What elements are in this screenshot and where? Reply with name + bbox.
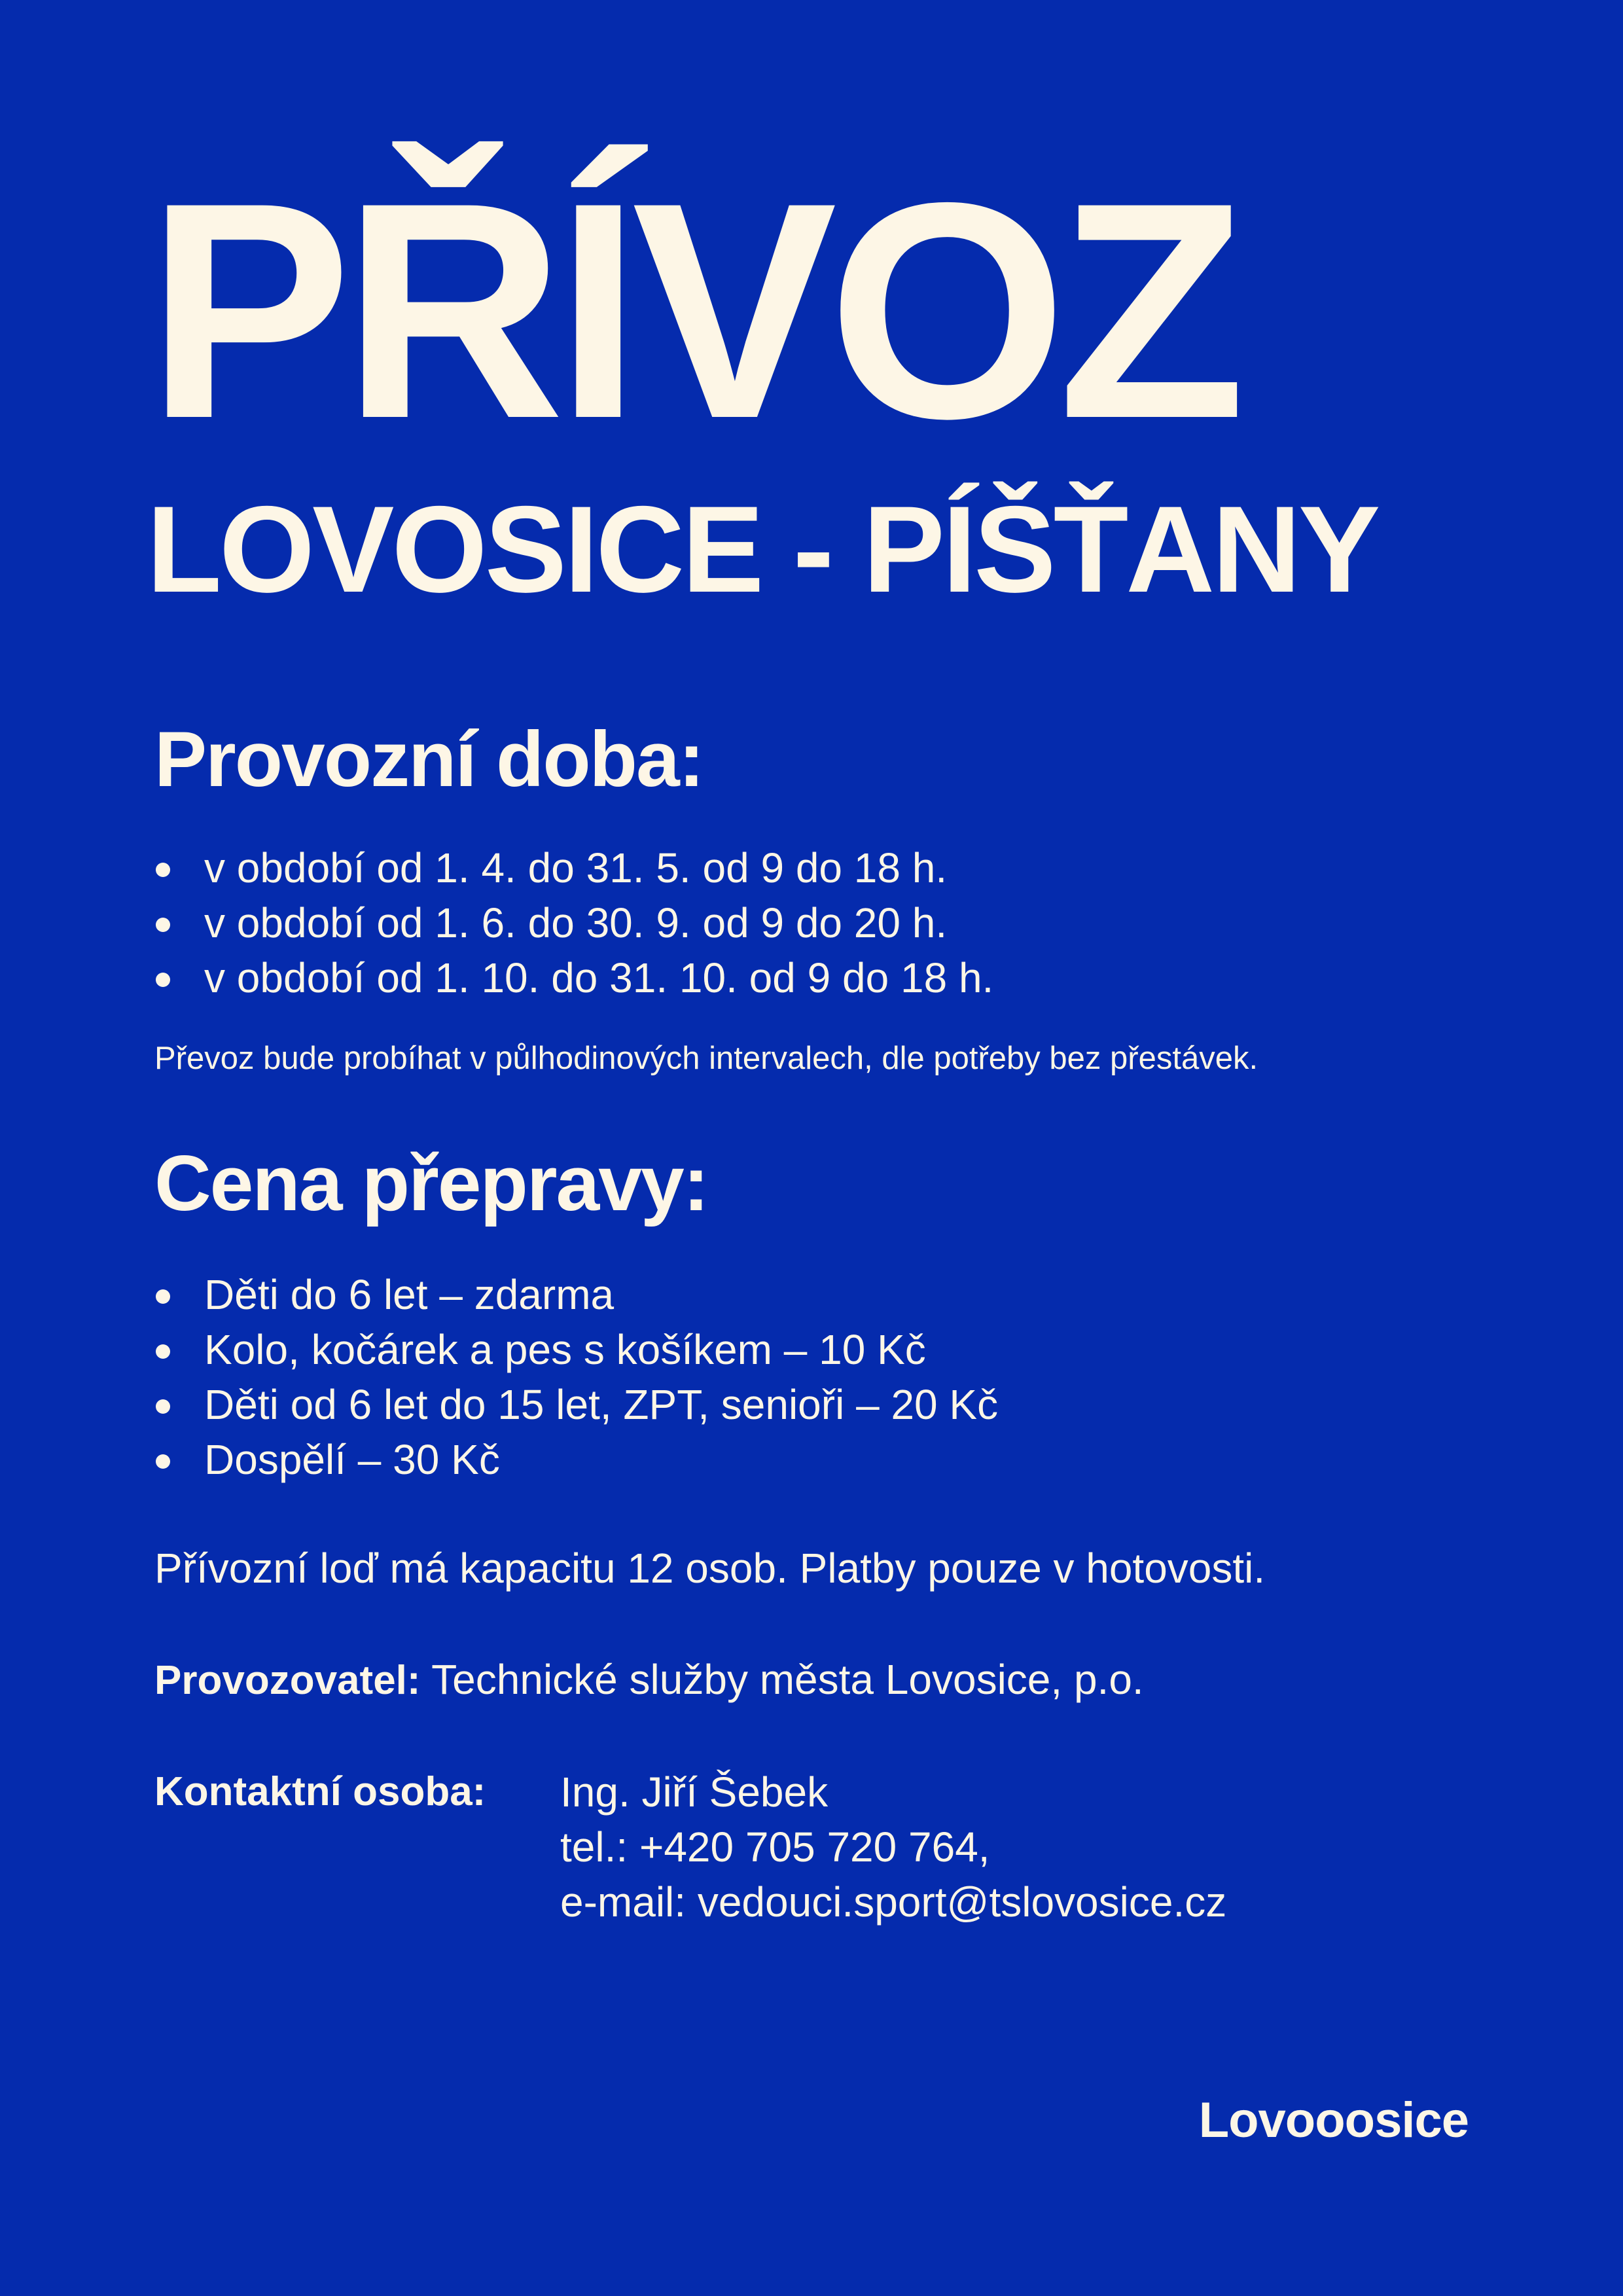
list-item [154,1432,998,1487]
list-item [154,950,993,1005]
bullet-icon [156,973,170,987]
list-item [154,1322,998,1377]
route-subtitle: LOVOSICE - PÍŠŤANY [147,480,1378,618]
list-item-text: Děti do 6 let – zdarma [204,1271,615,1318]
interval-note: Převoz bude probíhat v půlhodinových intervalech, dle potřeby bez přestávek. [154,1041,1258,1076]
bullet-icon [156,1344,170,1359]
operating-hours-list [154,840,993,1005]
list-item-text: v období od 1. 10. do 31. 10. od 9 do 18 h. [204,954,994,1001]
list-item-text: v období od 1. 6. do 30. 9. od 9 do 20 h. [204,899,948,946]
bullet-icon [156,1289,170,1304]
operating-hours-heading: Provozní doba: [154,715,704,803]
operator-line [154,1655,1144,1705]
bullet-icon [156,863,170,877]
contact-email[interactable]: e-mail: vedouci.sport@tslovosice.cz [560,1878,1227,1926]
list-item-text: Kolo, kočárek a pes s košíkem – 10 Kč [204,1326,926,1373]
bullet-icon [156,1399,170,1414]
list-item [154,840,993,895]
price-list [154,1267,998,1487]
bullet-icon [156,1454,170,1469]
list-item-text: Děti od 6 let do 15 let, ZPT, senioři – 20 Kč [204,1381,999,1428]
list-item [154,895,993,950]
operator-label: Provozovatel: [154,1658,421,1703]
list-item [154,1267,998,1322]
operator-value: Technické služby města Lovosice, p.o. [431,1656,1144,1703]
contact-label: Kontaktní osoba: [154,1769,486,1814]
poster-title: PŘÍVOZ [147,139,1237,482]
price-heading: Cena přepravy: [154,1139,708,1227]
list-item [154,1377,998,1432]
contact-name: Ing. Jiří Šebek [560,1768,829,1816]
capacity-note: Přívozní loď má kapacitu 12 osob. Platby pouze v hotovosti. [154,1545,1266,1592]
contact-phone[interactable]: tel.: +420 705 720 764, [560,1823,990,1871]
list-item-text: v období od 1. 4. do 31. 5. od 9 do 18 h. [204,844,948,891]
list-item-text: Dospělí – 30 Kč [204,1436,500,1483]
bullet-icon [156,918,170,932]
contact-details [560,1765,1226,1929]
lovosice-logo: Lovooosice [1198,2092,1469,2148]
